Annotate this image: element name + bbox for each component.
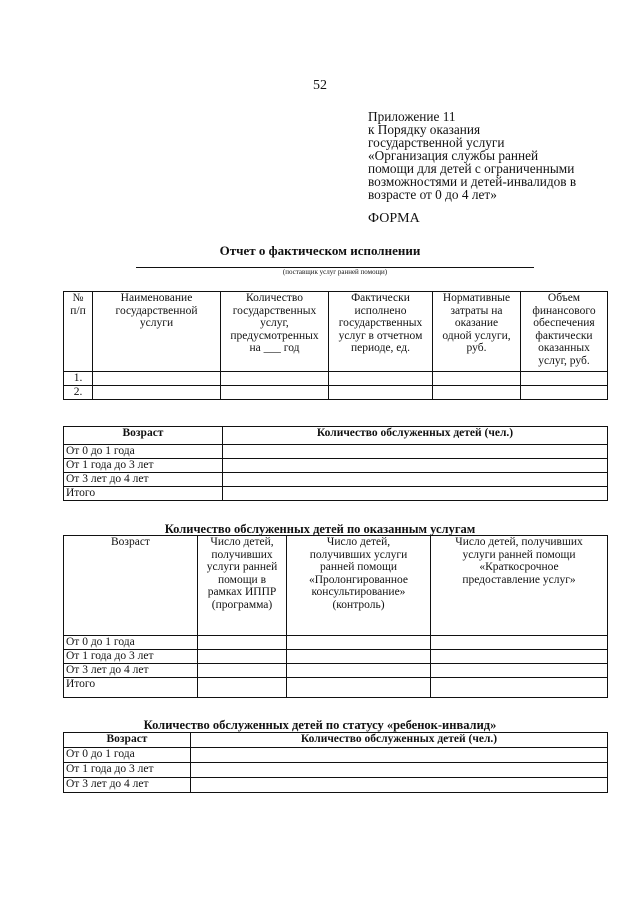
input-cell[interactable]	[223, 473, 608, 487]
input-cell[interactable]	[191, 763, 608, 778]
input-cell[interactable]	[191, 748, 608, 763]
input-cell[interactable]	[329, 372, 433, 386]
table-row	[64, 636, 608, 650]
input-cell[interactable]	[521, 386, 608, 400]
input-cell[interactable]	[93, 372, 221, 386]
table-header-row	[64, 292, 608, 372]
header-cell: Фактически исполнено государственных услуг в отчетном периоде, ед.	[329, 292, 433, 372]
header-cell: Возраст	[64, 427, 223, 445]
table-row	[64, 487, 608, 501]
header-cell: Количество обслуженных детей (чел.)	[223, 427, 608, 445]
page-number: 52	[313, 78, 327, 93]
header-cell: Количество обслуженных детей (чел.)	[191, 733, 608, 748]
header-cell: Количество государственных услуг, предусмотренных на ___ год	[221, 292, 329, 372]
table-row	[64, 459, 608, 473]
form-label: ФОРМА	[368, 211, 420, 226]
table-row	[64, 763, 608, 778]
age-label: От 3 лет до 4 лет	[64, 778, 191, 793]
age-label: От 1 года до 3 лет	[64, 459, 223, 473]
input-cell[interactable]	[223, 459, 608, 473]
header-cell: Объем финансового обеспечения фактически оказанных услуг, руб.	[521, 292, 608, 372]
age-label: От 3 лет до 4 лет	[64, 664, 198, 678]
input-cell[interactable]	[198, 636, 287, 650]
total-label: Итого	[64, 487, 223, 501]
table-header-row	[64, 536, 608, 636]
input-cell[interactable]	[431, 636, 608, 650]
annex-line: возрасте от 0 до 4 лет»	[368, 187, 497, 202]
input-cell[interactable]	[287, 678, 431, 698]
age-label: От 0 до 1 года	[64, 636, 198, 650]
input-cell[interactable]	[198, 678, 287, 698]
input-cell[interactable]	[329, 386, 433, 400]
input-cell[interactable]	[223, 487, 608, 501]
children-disability-table	[63, 732, 608, 793]
children-by-age-table	[63, 426, 608, 501]
input-cell[interactable]	[433, 386, 521, 400]
input-cell[interactable]	[287, 636, 431, 650]
header-cell: Число детей, получивших услуги ранней помощи «Пролонгированное консультирование» (контроль)	[287, 536, 431, 636]
table-row	[64, 664, 608, 678]
age-label: От 0 до 1 года	[64, 445, 223, 459]
annex-line: помощи для детей с ограниченными	[368, 161, 575, 176]
table-row	[64, 778, 608, 793]
input-cell[interactable]	[287, 650, 431, 664]
supplier-caption: (поставщик услуг ранней помощи)	[282, 268, 388, 276]
annex-line: «Организация службы ранней	[368, 148, 539, 163]
input-cell[interactable]	[431, 650, 608, 664]
report-title: Отчет о фактическом исполнении	[219, 243, 421, 258]
input-cell[interactable]	[198, 650, 287, 664]
table-header-row	[64, 733, 608, 748]
header-cell: Возраст	[64, 733, 191, 748]
header-cell: Число детей, получивших услуги ранней помощи «Краткосрочное предоставление услуг»	[431, 536, 608, 636]
table-row	[64, 748, 608, 763]
table-row	[64, 678, 608, 698]
input-cell[interactable]	[223, 445, 608, 459]
table-header-row	[64, 427, 608, 445]
input-cell[interactable]	[191, 778, 608, 793]
row-number: 2.	[64, 386, 93, 400]
input-cell[interactable]	[287, 664, 431, 678]
age-label: От 1 года до 3 лет	[64, 763, 191, 778]
table-row	[64, 445, 608, 459]
header-cell: Число детей, получивших услуги ранней помощи в рамках ИППР (программа)	[198, 536, 287, 636]
table-row	[64, 473, 608, 487]
annex-block	[368, 110, 638, 201]
input-cell[interactable]	[433, 372, 521, 386]
children-by-service-table	[63, 535, 608, 698]
services-table	[63, 291, 608, 400]
annex-line: возможностями и детей-инвалидов в	[368, 174, 577, 189]
age-label: От 3 лет до 4 лет	[64, 473, 223, 487]
header-cell: Возраст	[64, 536, 198, 636]
input-cell[interactable]	[431, 664, 608, 678]
header-cell: № п/п	[64, 292, 93, 372]
table-row	[64, 386, 608, 400]
input-cell[interactable]	[221, 372, 329, 386]
header-cell: Нормативные затраты на оказание одной услуги, руб.	[433, 292, 521, 372]
header-cell: Наименование государственной услуги	[93, 292, 221, 372]
input-cell[interactable]	[198, 664, 287, 678]
total-label: Итого	[64, 678, 198, 698]
disability-status-title: Количество обслуженных детей по статусу «ребенок-инвалид»	[143, 718, 497, 732]
age-label: От 1 года до 3 лет	[64, 650, 198, 664]
table-row	[64, 650, 608, 664]
annex-line: государственной услуги	[368, 135, 505, 150]
input-cell[interactable]	[221, 386, 329, 400]
annex-line: к Порядку оказания	[368, 122, 481, 137]
input-cell[interactable]	[431, 678, 608, 698]
age-label: От 0 до 1 года	[64, 748, 191, 763]
row-number: 1.	[64, 372, 93, 386]
annex-line: Приложение 11	[368, 109, 456, 124]
input-cell[interactable]	[93, 386, 221, 400]
input-cell[interactable]	[521, 372, 608, 386]
table-row	[64, 372, 608, 386]
services-count-title: Количество обслуженных детей по оказанным услугам	[164, 522, 476, 536]
